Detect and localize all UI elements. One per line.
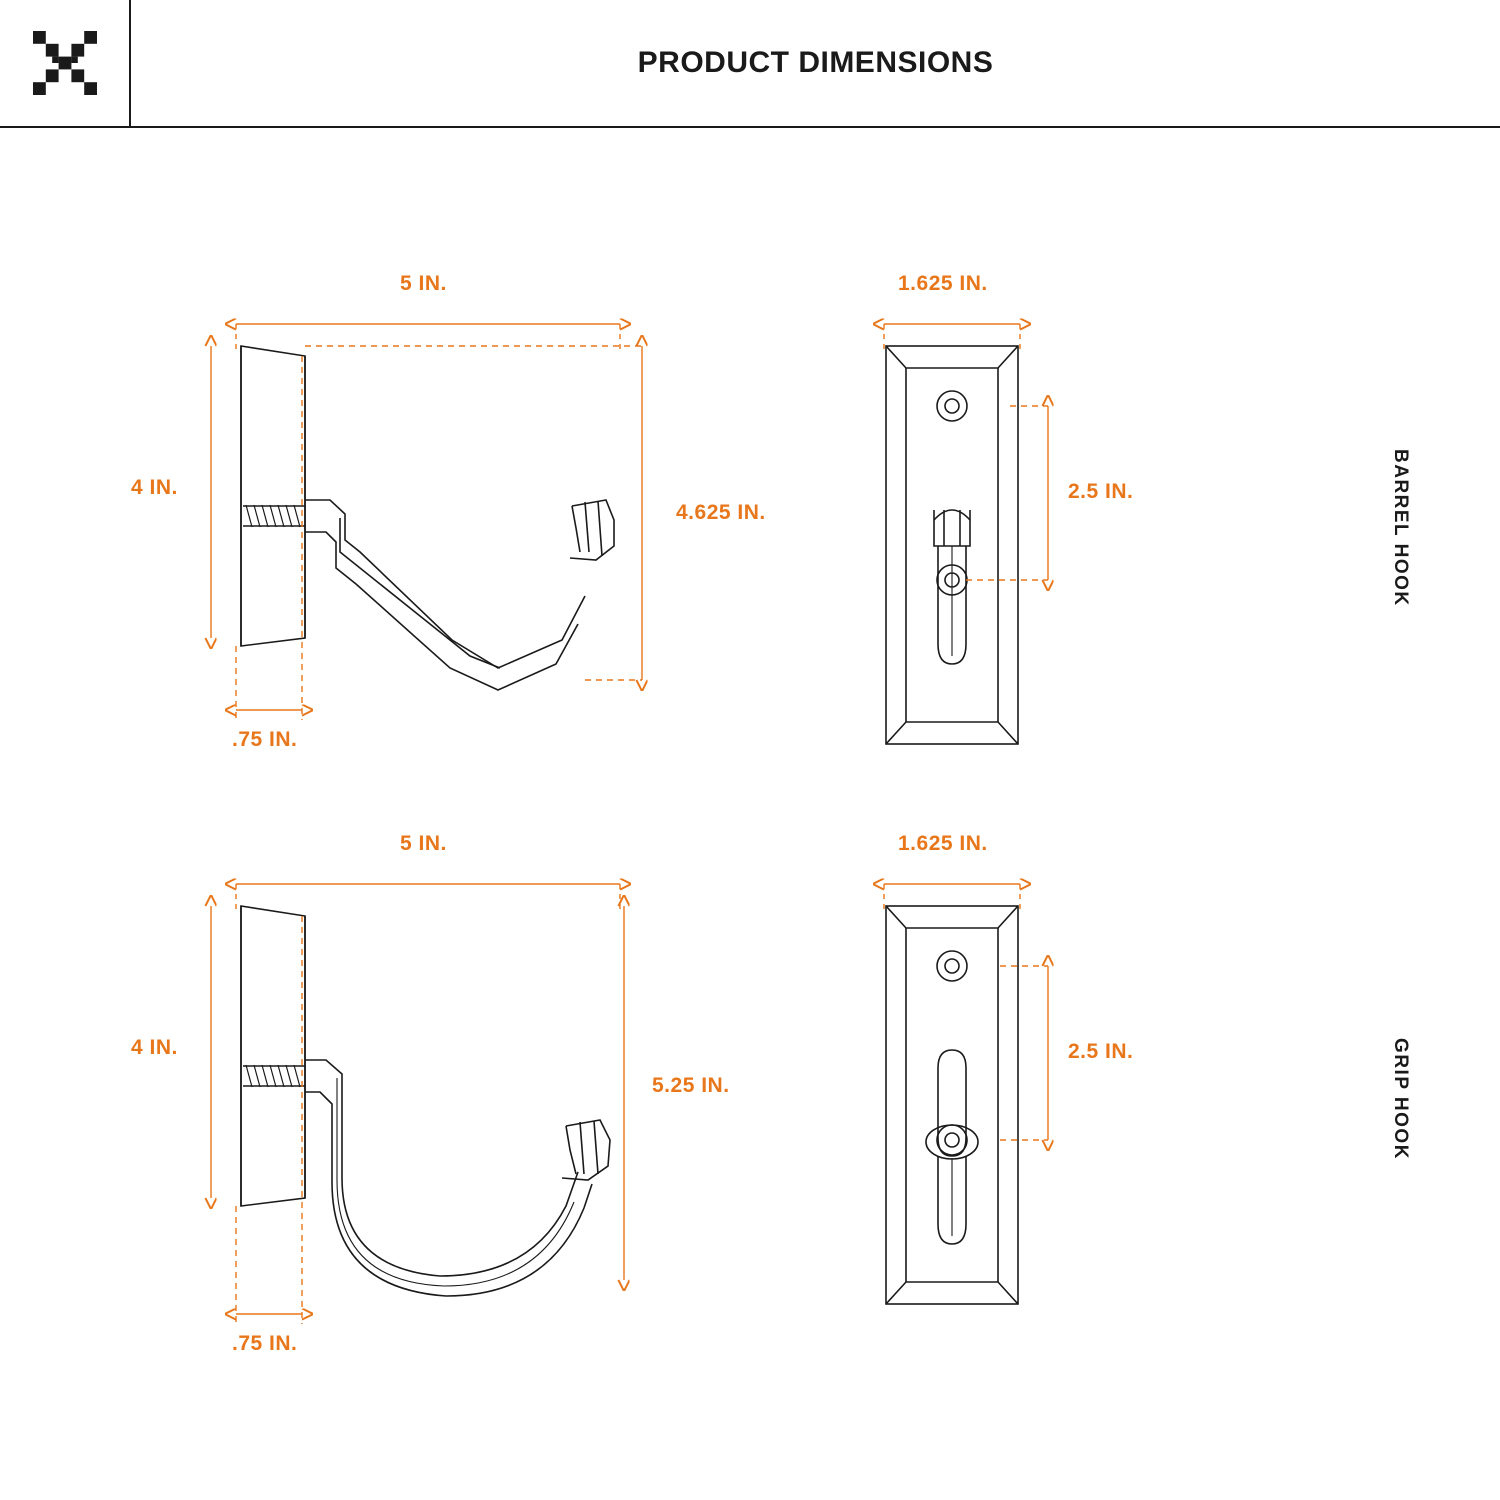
grip-hook-front-view: [886, 906, 1018, 1304]
technical-drawing: [0, 128, 1500, 1500]
grip-front-width-label: 1.625 IN.: [898, 832, 988, 855]
grip-side-width-label: 5 IN.: [400, 832, 447, 855]
barrel-side-overall-height-label: 4.625 IN.: [676, 501, 766, 524]
page-title: PRODUCT DIMENSIONS: [637, 46, 994, 79]
barrel-hook-side-dimensions: [211, 324, 642, 720]
barrel-side-width-label: 5 IN.: [400, 272, 447, 295]
grip-hook-side-view: [241, 906, 610, 1296]
barrel-side-plate-thickness-label: .75 IN.: [232, 728, 298, 751]
grip-front-hole-spacing-label: 2.5 IN.: [1068, 1040, 1134, 1063]
dimension-drawing-canvas: [0, 128, 1500, 1500]
grip-side-overall-height-label: 5.25 IN.: [652, 1074, 730, 1097]
barrel-hook-front-dimensions: [884, 324, 1048, 580]
barrel-hook-front-view: [886, 346, 1018, 744]
row-label-grip-hook: GRIP HOOK: [1390, 1038, 1411, 1160]
logo-container: [0, 0, 131, 126]
barrel-front-width-label: 1.625 IN.: [898, 272, 988, 295]
barrel-hook-side-view: [241, 346, 614, 690]
grip-side-plate-thickness-label: .75 IN.: [232, 1332, 298, 1355]
barrel-front-hole-spacing-label: 2.5 IN.: [1068, 480, 1134, 503]
barrel-side-plate-height-label: 4 IN.: [131, 476, 178, 499]
row-label-barrel-hook: BARREL HOOK: [1390, 449, 1411, 607]
grip-hook-side-dimensions: [211, 884, 624, 1324]
header-bar: [0, 0, 1500, 128]
x-mark-pixel-logo-icon: [33, 31, 97, 95]
grip-side-plate-height-label: 4 IN.: [131, 1036, 178, 1059]
